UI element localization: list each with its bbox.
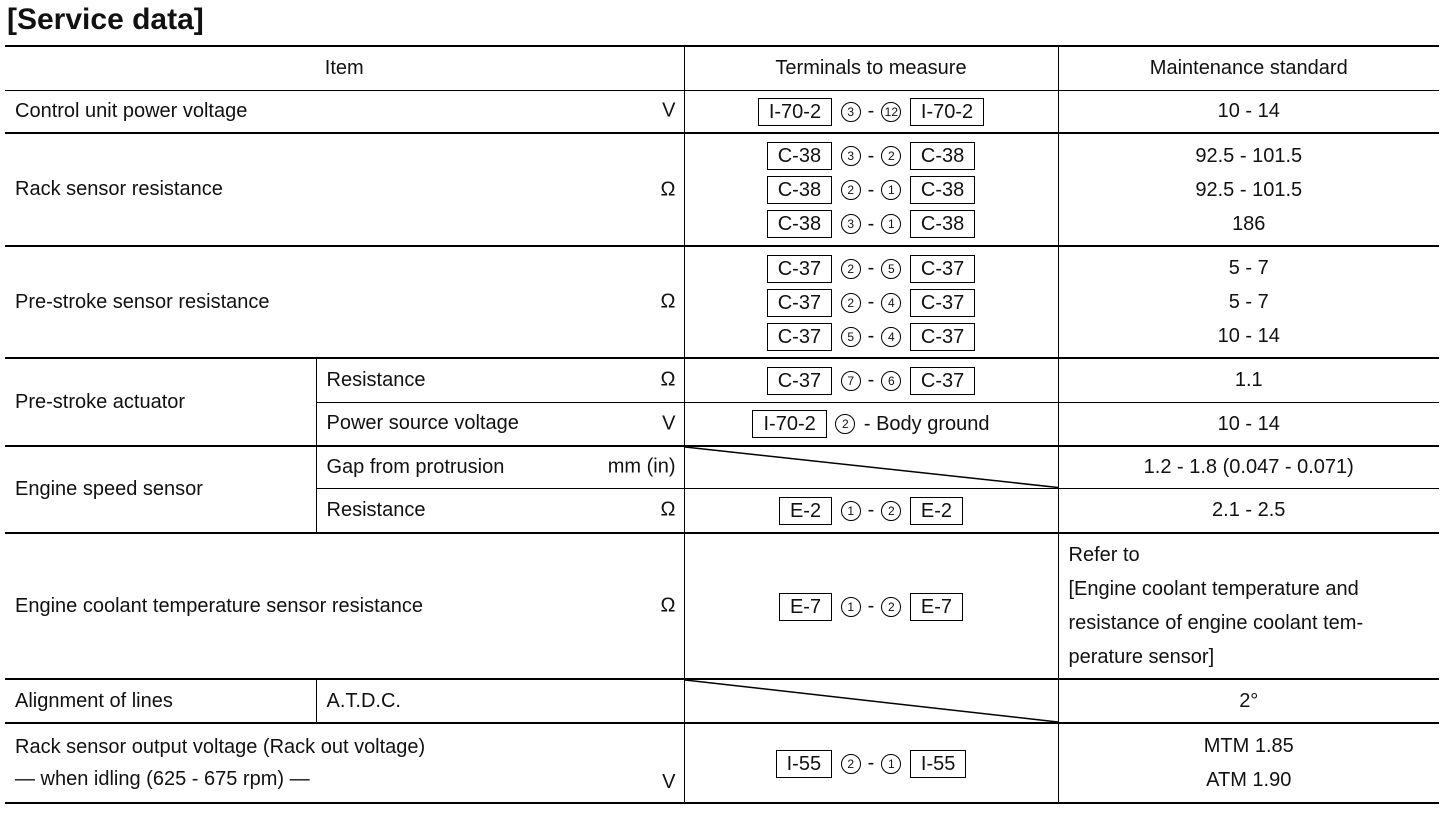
standard-value: ATM 1.90 bbox=[1206, 769, 1292, 791]
standard-line: [Engine coolant temperature and bbox=[1068, 578, 1359, 600]
sub-item-label: A.T.D.C. bbox=[326, 689, 401, 712]
item-label: Pre-stroke actuator bbox=[15, 390, 186, 413]
pin-number: 7 bbox=[841, 371, 861, 391]
pin-number: 3 bbox=[841, 146, 861, 166]
unit-label: mm (in) bbox=[607, 455, 676, 478]
terminal-spec: C-37 5 - 4 C-37 bbox=[685, 319, 1058, 353]
standard-cell bbox=[1058, 488, 1439, 533]
item-cell bbox=[5, 90, 684, 133]
terminal-spec: I-55 2 - 1 I-55 bbox=[685, 746, 1058, 780]
pin-number: 5 bbox=[841, 327, 861, 347]
item-label: Engine speed sensor bbox=[15, 478, 203, 500]
unit-label: V bbox=[662, 412, 676, 435]
pin-number: 1 bbox=[881, 214, 901, 234]
item-label: Rack sensor output voltage (Rack out voltage) bbox=[15, 736, 426, 758]
pin-number: 4 bbox=[881, 293, 901, 313]
terminals-cell bbox=[684, 402, 1058, 446]
item-cell bbox=[5, 446, 316, 533]
sub-item-label: Power source voltage bbox=[326, 412, 519, 435]
connector-box: C-37 bbox=[910, 367, 975, 395]
pin-number: 3 bbox=[841, 102, 861, 122]
standard-line: resistance of engine coolant tem- bbox=[1068, 612, 1364, 634]
item-cell bbox=[5, 133, 684, 246]
standard-value: MTM 1.85 bbox=[1203, 735, 1294, 757]
terminal-spec: I-70-2 3 - 12 I-70-2 bbox=[685, 94, 1058, 128]
connector-box: E-7 bbox=[910, 593, 963, 621]
header-item: Item bbox=[5, 46, 684, 90]
standard-value: 186 bbox=[1232, 212, 1266, 235]
standard-line: perature sensor] bbox=[1068, 646, 1215, 668]
sub-item-label: Resistance bbox=[326, 498, 426, 521]
connector-box: I-70-2 bbox=[910, 98, 984, 126]
pin-number: 5 bbox=[881, 259, 901, 279]
standard-line: Refer to bbox=[1068, 544, 1140, 566]
standard-value: 92.5 - 101.5 bbox=[1195, 178, 1303, 201]
terminal-spec: C-37 2 - 4 C-37 bbox=[685, 285, 1058, 319]
unit-label: Ω bbox=[660, 368, 676, 391]
pin-number: 2 bbox=[841, 180, 861, 200]
connector-box: C-37 bbox=[910, 255, 975, 283]
connector-box: C-38 bbox=[767, 210, 832, 238]
standard-value: 1.1 bbox=[1234, 369, 1263, 392]
terminal-spec: C-38 3 - 2 C-38 bbox=[685, 139, 1058, 173]
standard-cell bbox=[1058, 446, 1439, 488]
sub-item-cell bbox=[316, 679, 684, 723]
page-title: [Service data] bbox=[7, 3, 204, 36]
sub-item-cell bbox=[316, 488, 684, 533]
sub-item-cell bbox=[316, 358, 684, 402]
standard-cell bbox=[1058, 402, 1439, 446]
connector-box: E-7 bbox=[779, 593, 832, 621]
connector-box: C-37 bbox=[767, 255, 832, 283]
pin-number: 1 bbox=[841, 597, 861, 617]
unit-label: Ω bbox=[660, 594, 676, 617]
terminal-spec: C-37 2 - 5 C-37 bbox=[685, 251, 1058, 285]
connector-box: I-70-2 bbox=[758, 98, 832, 126]
unit-label: Ω bbox=[660, 498, 676, 521]
item-label: Control unit power voltage bbox=[15, 99, 248, 122]
pin-number: 2 bbox=[835, 414, 855, 434]
pin-number: 4 bbox=[881, 327, 901, 347]
standard-cell bbox=[1058, 679, 1439, 723]
pin-number: 1 bbox=[841, 501, 861, 521]
pin-number: 1 bbox=[881, 180, 901, 200]
item-label: Engine coolant temperature sensor resistance bbox=[15, 594, 424, 617]
standard-cell bbox=[1058, 533, 1439, 679]
unit-label: Ω bbox=[660, 178, 676, 200]
connector-box: C-38 bbox=[910, 142, 975, 170]
table-row bbox=[5, 133, 1439, 246]
terminal-spec: E-7 1 - 2 E-7 bbox=[685, 589, 1058, 623]
connector-box: C-37 bbox=[910, 289, 975, 317]
item-note: — when idling (625 - 675 rpm) — bbox=[15, 768, 310, 790]
ground-label: - Body ground bbox=[863, 412, 990, 435]
item-label: Alignment of lines bbox=[15, 689, 173, 712]
item-cell bbox=[5, 246, 684, 358]
item-cell bbox=[5, 533, 684, 679]
pin-number: 2 bbox=[881, 597, 901, 617]
terminals-cell bbox=[684, 723, 1058, 803]
sub-item-cell bbox=[316, 402, 684, 446]
standard-cell bbox=[1058, 723, 1439, 803]
pin-number: 2 bbox=[881, 501, 901, 521]
sub-item-label: Resistance bbox=[326, 368, 426, 391]
standard-value: 92.5 - 101.5 bbox=[1195, 144, 1303, 167]
pin-number: 6 bbox=[881, 371, 901, 391]
terminals-cell bbox=[684, 358, 1058, 402]
connector-box: I-55 bbox=[776, 750, 832, 778]
pin-number: 3 bbox=[841, 214, 861, 234]
standard-cell bbox=[1058, 246, 1439, 358]
standard-value: 5 - 7 bbox=[1228, 257, 1269, 279]
connector-box: C-38 bbox=[910, 176, 975, 204]
pin-number: 2 bbox=[881, 146, 901, 166]
sub-item-cell bbox=[316, 446, 684, 488]
standard-value: 5 - 7 bbox=[1228, 291, 1269, 313]
terminal-spec: C-38 2 - 1 C-38 bbox=[685, 173, 1058, 207]
unit-label: V bbox=[662, 99, 676, 122]
standard-cell bbox=[1058, 358, 1439, 402]
diagonal-strike bbox=[685, 680, 1058, 722]
terminal-spec bbox=[685, 407, 1058, 441]
terminals-cell bbox=[684, 90, 1058, 133]
sub-item-label: Gap from protrusion bbox=[326, 455, 505, 478]
pin-number: 2 bbox=[841, 754, 861, 774]
connector-box: E-2 bbox=[779, 497, 832, 525]
table-row bbox=[5, 446, 1439, 488]
standard-value: 2° bbox=[1239, 690, 1259, 712]
connector-box: C-38 bbox=[767, 176, 832, 204]
terminals-cell bbox=[684, 246, 1058, 358]
table-row bbox=[5, 90, 1439, 133]
service-data-table bbox=[5, 45, 1439, 804]
connector-box: C-38 bbox=[767, 142, 832, 170]
standard-cell bbox=[1058, 90, 1439, 133]
standard-cell bbox=[1058, 133, 1439, 246]
item-cell bbox=[5, 723, 684, 803]
connector-box: C-38 bbox=[910, 210, 975, 238]
standard-value: 10 - 14 bbox=[1217, 412, 1280, 435]
connector-box: C-37 bbox=[910, 323, 975, 351]
table-row bbox=[5, 533, 1439, 679]
connector-box: I-55 bbox=[910, 750, 966, 778]
header-terminals: Terminals to measure bbox=[684, 46, 1058, 90]
terminal-spec: E-2 1 - 2 E-2 bbox=[685, 493, 1058, 527]
connector-box: E-2 bbox=[910, 497, 963, 525]
terminals-cell bbox=[684, 133, 1058, 246]
item-label: Pre-stroke sensor resistance bbox=[15, 290, 270, 313]
pin-number: 2 bbox=[841, 259, 861, 279]
header-row bbox=[5, 46, 1439, 90]
terminals-cell bbox=[684, 488, 1058, 533]
terminal-spec: C-38 3 - 1 C-38 bbox=[685, 207, 1058, 241]
connector-box: C-37 bbox=[767, 323, 832, 351]
pin-number: 2 bbox=[841, 293, 861, 313]
item-cell bbox=[5, 679, 316, 723]
connector-box: C-37 bbox=[767, 289, 832, 317]
standard-value: 10 - 14 bbox=[1217, 100, 1280, 123]
table-row bbox=[5, 358, 1439, 402]
connector-box: I-70-2 bbox=[752, 410, 826, 438]
item-cell bbox=[5, 358, 316, 446]
terminal-spec: C-37 7 - 6 C-37 bbox=[685, 363, 1058, 397]
terminals-cell bbox=[684, 533, 1058, 679]
diagonal-strike bbox=[685, 447, 1058, 488]
pin-number: 12 bbox=[881, 102, 901, 122]
unit-label: V bbox=[662, 771, 676, 793]
standard-value: 10 - 14 bbox=[1217, 325, 1280, 347]
unit-label: Ω bbox=[660, 290, 676, 313]
standard-value: 1.2 - 1.8 (0.047 - 0.071) bbox=[1143, 456, 1354, 479]
header-standard: Maintenance standard bbox=[1058, 46, 1439, 90]
pin-number: 1 bbox=[881, 754, 901, 774]
connector-box: C-37 bbox=[767, 367, 832, 395]
not-applicable-cell bbox=[684, 679, 1058, 723]
standard-value: 2.1 - 2.5 bbox=[1212, 499, 1286, 522]
not-applicable-cell bbox=[684, 446, 1058, 488]
table-row bbox=[5, 723, 1439, 803]
table-row bbox=[5, 679, 1439, 723]
table-row bbox=[5, 246, 1439, 358]
item-label: Rack sensor resistance bbox=[15, 178, 223, 200]
